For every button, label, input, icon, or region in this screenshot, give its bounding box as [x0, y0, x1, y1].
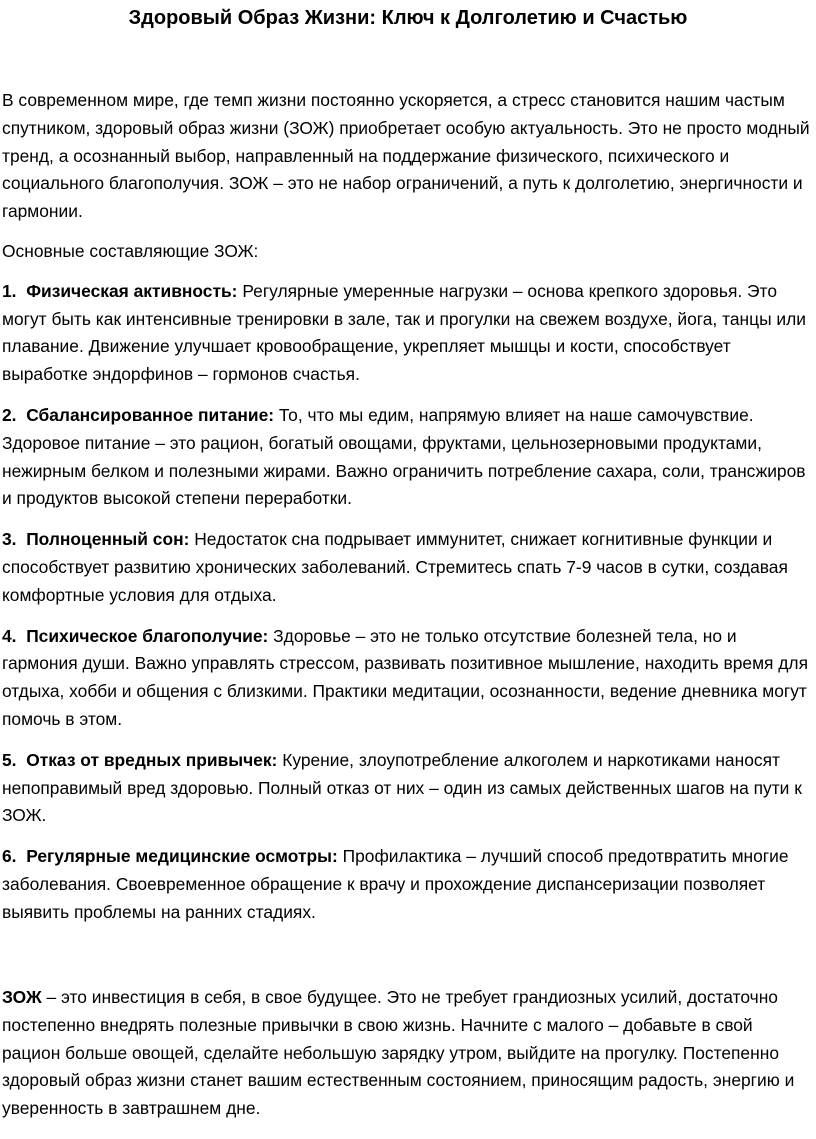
list-item-text: Курение, злоупотребление алкоголем и наркотиками наносят непоправимый вред здоровью. Полный отказ от них – один из самых действенных шагов на пути к ЗОЖ.	[2, 749, 802, 826]
list-item-number: 4.	[2, 625, 17, 646]
list-item-number: 6.	[2, 846, 17, 867]
list-item-name: Сбалансированное питание:	[26, 404, 275, 425]
list-item-text: Недостаток сна подрывает иммунитет, снижает когнитивные функции и способствует развитию хронических заболеваний. Стремитесь спать 7-9 часов в сутки, создавая комфортные условия для отдыха.	[2, 529, 788, 605]
conclusion-text: – это инвестиция в себя, в свое будущее. Это не требует грандиозных усилий, достаточно постепенно внедрять полезные привычки в свою жизнь. Начните с малого – добавьте в свой рацион больше овощей, сделайте небольшую зарядку утром, выйдите на прогулку. Постепенно здоровый образ жизни станет вашим естественным состоянием, приносящим радость, энергию и уверенность в завтрашнем дне.	[2, 987, 795, 1119]
list-item-text: Профилактика – лучший способ предотвратить многие заболевания. Своевременное обращение к врачу и прохождение диспансеризации позволяет выявить проблемы на ранних стадиях.	[2, 846, 789, 922]
list-item-text: Регулярные умеренные нагрузки – основа крепкого здоровья. Это могут быть как интенсивные тренировки в зале, так и прогулки на свежем воздухе, йога, танцы или плавание. Движение улучшает кровообращение, укрепляет мышцы и кости, способствует выработке эндорфинов – гормонов счастья.	[2, 280, 807, 385]
list-item	[2, 278, 814, 389]
list-item	[2, 843, 814, 926]
document-body	[2, 87, 814, 940]
list-item-name: Отказ от вредных привычек:	[26, 749, 278, 770]
components-heading: Основные составляющие ЗОЖ:	[2, 240, 259, 261]
list-item	[2, 402, 814, 513]
list-item-number: 5.	[2, 749, 17, 770]
list-item-name: Полноценный сон:	[26, 529, 190, 550]
list-item-text: То, что мы едим, напрямую влияет на наше самочувствие. Здоровое питание – это рацион, богатый овощами, фруктами, цельнозерновыми продуктами, нежирным белком и полезными жирами. Важно ограничить потребление сахара, соли, трансжиров и продуктов высокой степени переработки.	[2, 404, 806, 509]
list-item-number: 2.	[2, 404, 17, 425]
conclusion-paragraph	[2, 984, 814, 1123]
list-item	[2, 526, 814, 609]
list-item	[2, 747, 814, 830]
list-item	[2, 623, 814, 734]
list-item-name: Физическая активность:	[26, 280, 238, 301]
list-item-number: 1.	[2, 280, 17, 301]
list-item-number: 3.	[2, 529, 17, 550]
list-item-text: Здоровье – это не только отсутствие болезней тела, но и гармония души. Важно управлять стрессом, развивать позитивное мышление, находить время для отдыха, хобби и общения с близкими. Практики медитации, осознанности, ведение дневника могут помочь в этом.	[2, 625, 808, 729]
list-item-name: Психическое благополучие:	[26, 625, 269, 646]
page-title: Здоровый Образ Жизни: Ключ к Долголетию и Счастью	[128, 7, 688, 29]
list-item-name: Регулярные медицинские осмотры:	[26, 846, 338, 867]
intro-paragraph: В современном мире, где темп жизни постоянно ускоряется, а стресс становится нашим частым спутником, здоровый образ жизни (ЗОЖ) приобретает особую актуальность. Это не просто модный тренд, а осознанный выбор, направленный на поддержание физического, психического и социального благополучия. ЗОЖ – это не набор ограничений, а путь к долголетию, энергичности и гармонии.	[2, 90, 810, 222]
conclusion-lead: ЗОЖ	[2, 987, 42, 1007]
